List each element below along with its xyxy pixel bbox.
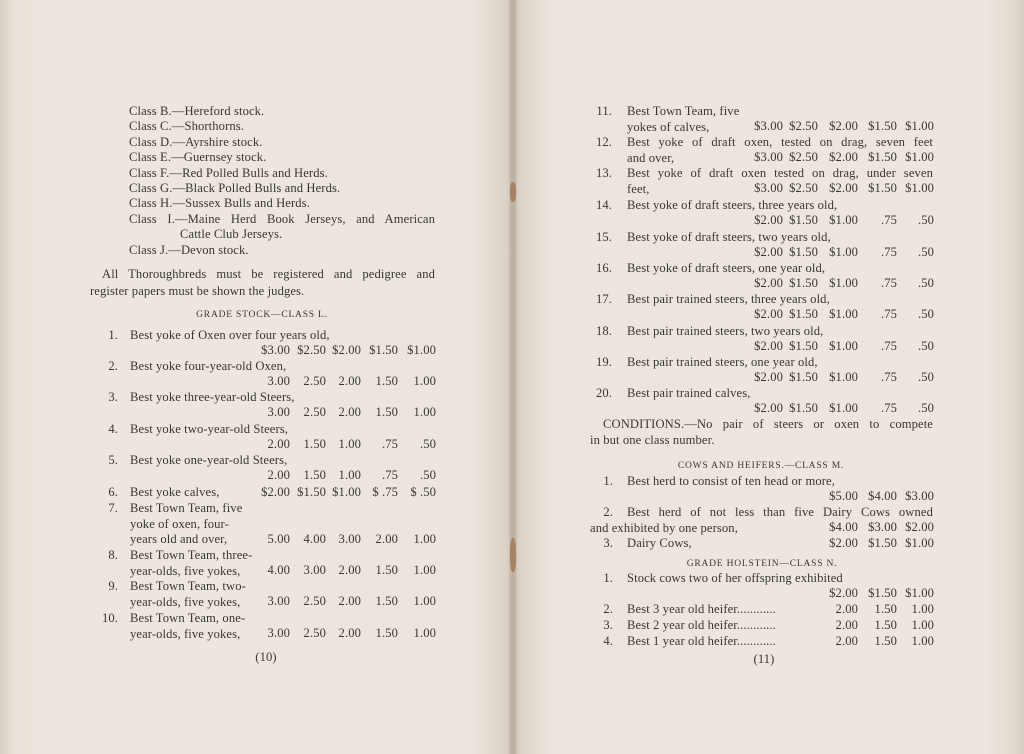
prize-amount: $1.50 [369,343,398,357]
prize-amount: .50 [419,437,436,451]
item-description: year-olds, five yokes, [130,563,241,578]
section-heading: GRADE HOLSTEIN—CLASS N. [686,559,838,569]
page-number: (10) [255,650,277,664]
prize-amount: $1.50 [868,119,897,133]
prize-amount: 1.50 [375,374,398,388]
class-entry: Class H.—Sussex Bulls and Herds. [129,196,310,211]
item-description: Best yoke of Oxen over four years old, [130,328,330,342]
class-entry: Cattle Club Jerseys. [180,227,283,242]
item-description: Best yoke two-year-old Steers, [130,422,289,436]
prize-amount: 2.50 [303,374,326,388]
prize-amount: 2.00 [835,602,858,616]
prize-amount: 1.00 [413,563,436,577]
prize-amount: $1.00 [829,339,858,353]
item-description: Best yoke three-year-old Steers, [130,390,295,404]
item-description: Best Town Team, three- [130,548,253,562]
item-number: 12. [595,135,612,149]
prize-amount: $1.50 [868,150,897,164]
prize-amount: 2.00 [835,634,858,648]
prize-amount: 1.50 [874,634,897,648]
prize-amount: .75 [880,307,897,321]
prize-amount: $1.00 [905,150,934,164]
prize-amount: $5.00 [829,489,858,503]
item-description: Best herd to consist of ten head or more, [627,474,835,488]
item-description: yokes of calves, [627,119,710,134]
item-description: Best yoke four-year-old Oxen, [130,359,287,373]
item-number: 19. [595,355,612,369]
item-description: Best Town Team, five [130,501,243,515]
item-number: 18. [595,324,612,338]
item-number: 9. [108,579,118,593]
prize-amount: $2.00 [754,213,783,227]
prize-amount: $3.00 [754,119,783,133]
class-entry: Class E.—Guernsey stock. [129,150,267,165]
prize-amount: $2.00 [829,119,858,133]
prize-amount: $ .50 [410,485,436,499]
prize-amount: $2.00 [754,276,783,290]
prize-amount: $ .75 [372,485,398,499]
prize-amount: 2.00 [375,532,398,546]
prize-amount: .75 [381,437,398,451]
prize-amount: $2.00 [754,307,783,321]
prize-amount: 3.00 [267,594,290,608]
prize-amount: $1.00 [829,276,858,290]
item-description: Best yoke of draft oxen, tested on drag, seven feet [627,135,933,149]
item-number: 2. [603,505,613,519]
prize-amount: .50 [917,307,934,321]
prize-amount: $1.00 [905,536,934,550]
prize-amount: 1.00 [911,602,934,616]
prize-amount: 1.50 [375,626,398,640]
prize-amount: $2.00 [754,339,783,353]
prize-amount: .75 [880,401,897,415]
item-number: 6. [108,485,118,499]
prize-amount: $1.00 [905,181,934,195]
rules-note: register papers must be shown the judges. [90,284,305,298]
item-number: 2. [108,359,118,373]
page-number: (11) [753,652,775,666]
prize-amount: 3.00 [338,532,361,546]
binding-stain [510,182,516,202]
class-entry: Class F.—Red Polled Bulls and Herds. [129,165,328,180]
item-number: 13. [595,166,612,180]
prize-amount: 2.00 [338,405,361,419]
prize-amount: $1.50 [789,276,818,290]
item-description: years old and over, [130,532,228,546]
prize-amount: 1.00 [911,618,934,632]
item-number: 17. [595,292,612,306]
prize-amount: .50 [917,276,934,290]
prize-amount: $2.00 [829,536,858,550]
item-number: 4. [108,422,118,436]
prize-amount: $3.00 [754,150,783,164]
prize-amount: 1.00 [413,374,436,388]
prize-amount: $2.50 [789,119,818,133]
conditions-note: in but one class number. [590,433,715,447]
prize-amount: $2.00 [754,401,783,415]
prize-amount: $1.00 [829,213,858,227]
item-description: Best yoke of draft steers, three years old, [627,198,838,212]
binding-stain [510,538,516,572]
item-number: 20. [595,386,612,400]
prize-amount: $1.50 [789,245,818,259]
class-entry: Class C.—Shorthorns. [129,119,245,134]
prize-amount: $1.50 [868,181,897,195]
prize-amount: $3.00 [905,489,934,503]
item-number: 1. [603,571,613,585]
prize-amount: $1.50 [789,370,818,384]
prize-amount: 2.50 [303,626,326,640]
section-heading: GRADE STOCK—CLASS L. [196,310,328,320]
class-entry: Class G.—Black Polled Bulls and Herds. [129,181,341,195]
section-heading: COWS AND HEIFERS.—CLASS M. [677,461,845,471]
prize-amount: $4.00 [829,520,858,534]
prize-amount: 1.00 [338,468,361,482]
prize-amount: $2.00 [829,150,858,164]
class-entry: Class B.—Hereford stock. [129,104,265,118]
item-description: feet, [627,181,650,196]
prize-amount: 1.50 [375,405,398,419]
prize-amount: $1.00 [829,307,858,321]
prize-amount: $1.50 [789,213,818,227]
prize-amount: 2.00 [267,437,290,451]
item-description: Best Town Team, two- [130,579,246,593]
prize-amount: $2.00 [754,370,783,384]
prize-amount: $2.00 [754,245,783,259]
prize-amount: $2.00 [261,485,290,499]
item-description: yoke of oxen, four- [130,516,229,531]
item-description: Stock cows two of her offspring exhibited [627,571,843,585]
prize-amount: 1.50 [874,602,897,616]
item-number: 1. [108,328,118,342]
item-number: 7. [108,501,118,515]
item-description: Best Town Team, one- [130,611,246,625]
prize-amount: 2.00 [267,468,290,482]
item-description: year-olds, five yokes, [130,594,241,609]
prize-amount: 3.00 [267,374,290,388]
prize-amount: 1.00 [413,532,436,546]
item-description: Best pair trained steers, one year old, [627,355,818,369]
prize-amount: .75 [880,370,897,384]
prize-amount: $2.00 [332,343,361,357]
prize-amount: .75 [880,339,897,353]
item-description: Best yoke of draft oxen tested on drag, under seven [627,166,933,180]
item-description: Best 3 year old heifer............ [627,602,776,616]
prize-amount: 5.00 [267,532,290,546]
item-description: Best yoke calves, [130,485,220,499]
prize-amount: $1.50 [789,339,818,353]
item-number: 4. [603,634,613,648]
prize-amount: 1.00 [413,626,436,640]
prize-amount: $1.50 [789,307,818,321]
prize-amount: 1.00 [413,405,436,419]
item-number: 16. [595,261,612,275]
prize-amount: $1.00 [407,343,436,357]
binding-fold [509,0,517,754]
prize-amount: $2.50 [297,343,326,357]
prize-amount: .50 [917,213,934,227]
prize-amount: $3.00 [261,343,290,357]
prize-amount: 2.50 [303,594,326,608]
item-number: 14. [595,198,612,212]
prize-amount: 2.50 [303,405,326,419]
prize-amount: $1.00 [332,485,361,499]
prize-amount: $1.00 [829,245,858,259]
item-description: Best yoke of draft steers, two years old, [627,230,831,244]
prize-amount: .75 [880,245,897,259]
item-description: Best Town Team, five [627,104,740,118]
prize-amount: .50 [917,401,934,415]
item-description: Best pair trained calves, [627,386,751,400]
prize-amount: 2.00 [338,594,361,608]
prize-amount: .75 [880,213,897,227]
item-description: and exhibited by one person, [590,520,738,535]
item-description: Dairy Cows, [627,536,692,550]
item-number: 3. [603,536,613,550]
class-entry: Class J.—Devon stock. [129,242,249,257]
prize-amount: $1.00 [829,370,858,384]
prize-amount: 1.00 [911,634,934,648]
class-entry: Class D.—Ayrshire stock. [129,134,263,149]
item-description: year-olds, five yokes, [130,626,241,641]
prize-amount: $2.00 [829,586,858,600]
item-number: 2. [603,602,613,616]
prize-amount: 1.00 [338,437,361,451]
class-entry: Class I.—Maine Herd Book Jerseys, and American [129,211,435,226]
prize-amount: 3.00 [303,563,326,577]
prize-amount: $1.00 [905,119,934,133]
prize-amount: $3.00 [754,181,783,195]
prize-amount: $3.00 [868,520,897,534]
prize-amount: .50 [917,339,934,353]
item-description: Best pair trained steers, two years old, [627,324,824,338]
prize-amount: 4.00 [267,563,290,577]
prize-amount: .50 [917,370,934,384]
prize-amount: 3.00 [267,405,290,419]
prize-amount: $2.00 [829,181,858,195]
item-number: 3. [603,618,613,632]
item-description: Best 2 year old heifer............ [627,618,776,632]
prize-amount: 2.00 [835,618,858,632]
item-description: Best 1 year old heifer............ [627,634,776,648]
item-number: 5. [108,453,118,467]
prize-amount: 2.00 [338,626,361,640]
rules-note: All Thoroughbreds must be registered and pedigree and [102,267,435,281]
item-description: Best yoke one-year-old Steers, [130,453,288,467]
item-description: Best pair trained steers, three years old, [627,292,830,306]
item-number: 8. [108,548,118,562]
prize-amount: $2.50 [789,181,818,195]
item-number: 15. [595,230,612,244]
prize-amount: $2.00 [905,520,934,534]
prize-amount: $1.00 [905,586,934,600]
prize-amount: 3.00 [267,626,290,640]
prize-amount: 2.00 [338,563,361,577]
prize-amount: 1.50 [874,618,897,632]
prize-amount: $1.50 [789,401,818,415]
prize-amount: 1.50 [303,437,326,451]
item-description: Best yoke of draft steers, one year old, [627,261,826,275]
prize-amount: $4.00 [868,489,897,503]
item-description: and over, [627,150,675,165]
prize-amount: 1.00 [413,594,436,608]
prize-amount: $2.50 [789,150,818,164]
conditions-note: CONDITIONS.—No pair of steers or oxen to compete [603,417,933,431]
prize-amount: 1.50 [375,594,398,608]
item-number: 10. [101,611,118,625]
prize-amount: .75 [880,276,897,290]
prize-amount: 2.00 [338,374,361,388]
prize-amount: $1.00 [829,401,858,415]
prize-amount: .50 [419,468,436,482]
item-number: 3. [108,390,118,404]
prize-amount: $1.50 [297,485,326,499]
prize-amount: 1.50 [375,563,398,577]
prize-amount: 1.50 [303,468,326,482]
item-number: 1. [603,474,613,488]
prize-amount: 4.00 [303,532,326,546]
item-number: 11. [596,104,612,118]
prize-amount: $1.50 [868,586,897,600]
prize-amount: .75 [381,468,398,482]
prize-amount: .50 [917,245,934,259]
item-description: Best herd of not less than five Dairy Cows owned [627,505,933,519]
prize-amount: $1.50 [868,536,897,550]
